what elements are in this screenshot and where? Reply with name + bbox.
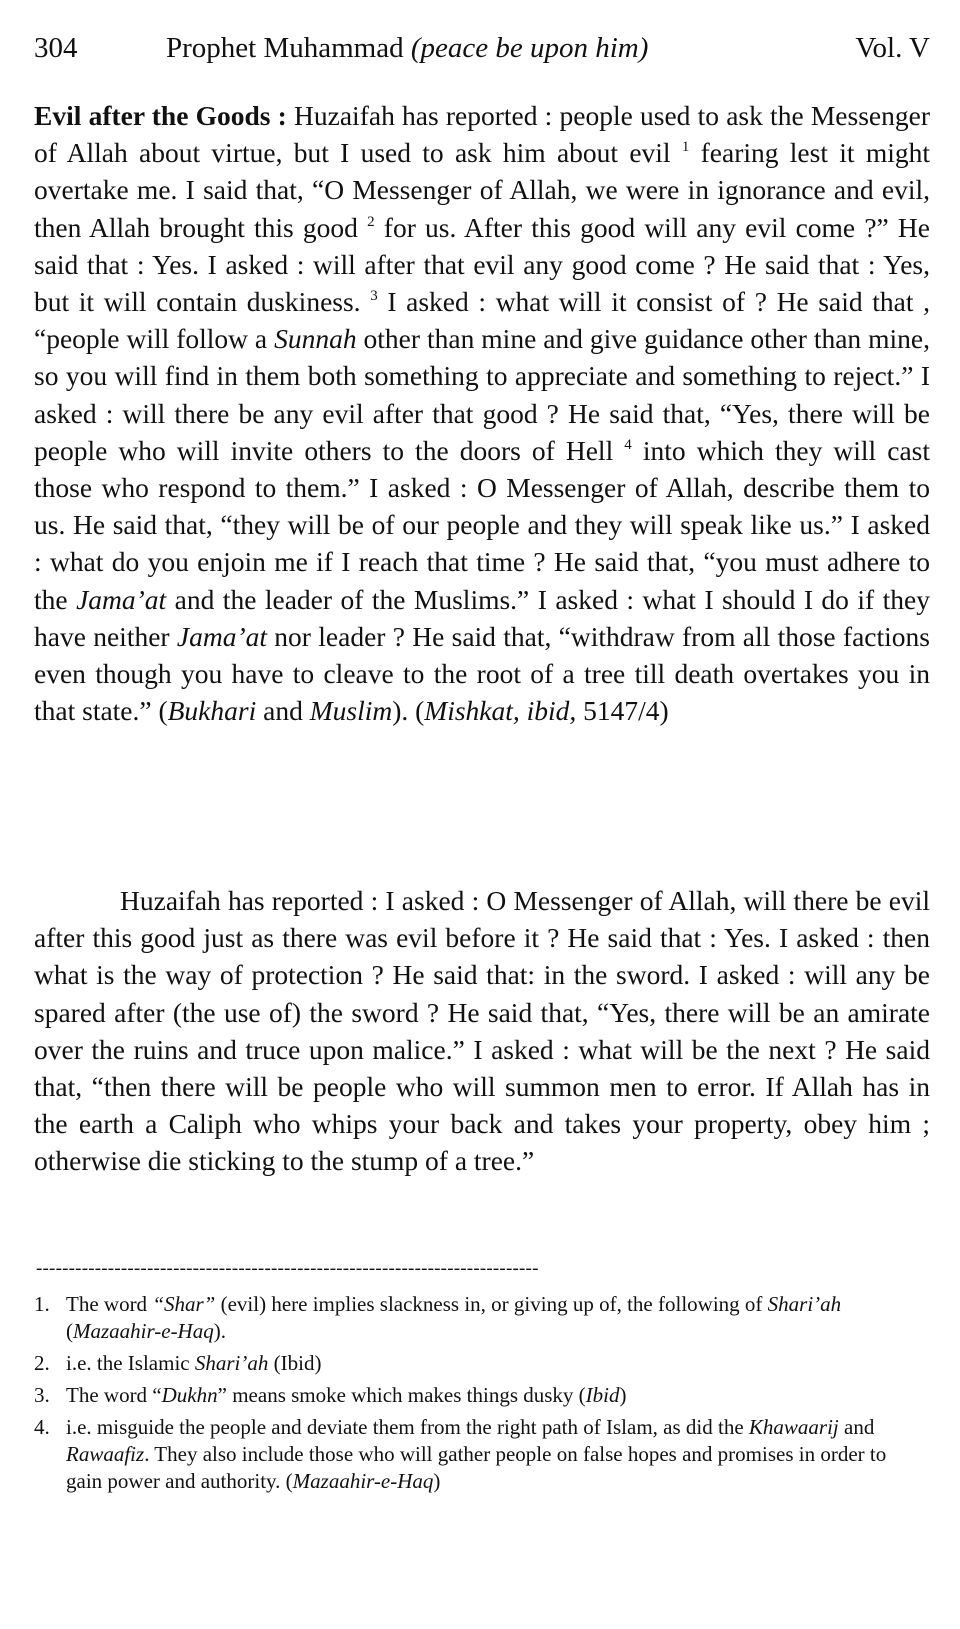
footnote-text: ) (619, 1383, 627, 1407)
footnote-text: ” means smoke which makes things dusky ( (217, 1383, 586, 1407)
footnote-ref-1: 1 (681, 139, 690, 156)
title-honorific: (peace be upon him) (410, 32, 649, 64)
para1-text-8: nor leader ? He said that, “withdraw from all those factions even though you have to cleave to the root of a tree till death overtakes you in that state.” ( (34, 620, 930, 727)
footnote-ref-2: 2 (367, 213, 375, 230)
footnote-2 (34, 1350, 914, 1377)
term-sunnah: Sunnah (274, 323, 357, 355)
footnote-source: Ibid (585, 1383, 620, 1407)
volume-label: Vol. V (855, 32, 930, 64)
para1-text-9: and (256, 695, 310, 727)
footnote-text: i.e. misguide the people and deviate them from the right path of Islam, as did the (66, 1415, 749, 1439)
footnote-source: Mazaahir-e-Haq (73, 1319, 214, 1343)
para1-text-11: 5147/4) (576, 695, 669, 727)
footnote-text: (evil) here implies slackness in, or giving up of, the following of (215, 1292, 768, 1316)
footnote-text: (Ibid) (268, 1351, 322, 1375)
source-bukhari: Bukhari (167, 695, 257, 727)
footnote-3 (34, 1382, 914, 1409)
footnote-separator: ----------------------------------------------------------------------------- (36, 1258, 539, 1279)
footnote-number: 1. (34, 1292, 50, 1316)
footnote-ref-4: 4 (624, 436, 632, 453)
para1-text-1: Huzaifah has reported : people used to ask the Messenger of Allah about virtue, but I used to ask him about evil (34, 100, 930, 169)
para1-text-6: into which they will cast those who respond to them.” I asked : O Messenger of Allah, describe them to us. He said that, “they will be of our people and they will speak like us.” I asked : what do you enjoin me if I reach that time ? He said that, “you must adhere to the (34, 434, 930, 615)
para1-text-7: and the leader of the Muslims.” I asked : what I should I do if they have neither (34, 583, 930, 652)
term-jamaat: Jama’at (176, 620, 267, 652)
para1-text-5: other than mine and give guidance other than mine, so you will find in them both something to appreciate and something to reject.” I asked : will there be any evil after that good ? He said that, “Yes, there will be people who will invite others to the doors of Hell (34, 323, 930, 466)
paragraph-evil-after-goods (34, 97, 930, 729)
source-muslim: Muslim (309, 695, 393, 727)
footnote-term: Shari’ah (194, 1351, 269, 1375)
para1-text-10: ). ( (392, 695, 425, 727)
para1-text-3: for us. After this good will any evil come ?” He said that : Yes. I asked : will after that evil any good come ? He said that : Yes, but it will contain duskiness. (34, 211, 930, 318)
para1-text-4: I asked : what will it consist of ? He said that , “people will follow a (34, 286, 930, 355)
footnote-text: ) (433, 1469, 441, 1493)
footnote-text: The word (66, 1292, 153, 1316)
paragraph-text: Huzaifah has reported : I asked : O Messenger of Allah, will there be evil after this good just as there was evil before it ? He said that : Yes. I asked : then what is the way of protection ? He said that: in the sword. I asked : will any be spared after (the use of) the sword ? He said that, “Yes, there will be an amirate over the ruins and truce upon malice.” I asked : what will be the next ? He said that, “then there will be people who will summon men to error. If Allah has in the earth a Caliph who whips your back and takes your property, obey him ; otherwise die sticking to the stump of a tree.” (34, 885, 930, 1177)
footnote-text: and (838, 1415, 875, 1439)
footnotes-list (34, 1291, 914, 1500)
footnote-ref-3: 3 (370, 288, 378, 305)
footnote-term: “Shar” (152, 1292, 216, 1316)
page-number: 304 (34, 32, 78, 64)
running-header (34, 28, 930, 68)
footnote-term: Dukhn (161, 1383, 218, 1407)
footnote-4 (34, 1414, 914, 1495)
footnote-number: 4. (34, 1415, 50, 1439)
paragraph-huzaifah (34, 882, 930, 1180)
footnote-text: i.e. the Islamic (66, 1351, 195, 1375)
title-main: Prophet Muhammad (166, 32, 411, 64)
source-mishkat: Mishkat, ibid, (424, 695, 577, 727)
footnote-number: 3. (34, 1383, 50, 1407)
footnote-text: The word “ (66, 1383, 162, 1407)
footnote-number: 2. (34, 1351, 50, 1375)
term-jamaat: Jama’at (76, 583, 167, 615)
running-title (166, 28, 648, 68)
para1-text-2: fearing lest it might overtake me. I said that, “O Messenger of Allah, we were in ignorance and evil, then Allah brought this good (34, 137, 930, 243)
footnote-text: . They also include those who will gather people on false hopes and promises in order to gain power and authority. ( (66, 1442, 887, 1493)
footnote-term: Shari’ah (767, 1292, 842, 1316)
footnote-1 (34, 1291, 914, 1345)
footnote-term: Khawaarij (748, 1415, 839, 1439)
footnote-text: ). (213, 1319, 226, 1343)
footnote-source: Mazaahir-e-Haq (292, 1469, 434, 1493)
section-heading: Evil after the Goods : (34, 100, 287, 131)
footnote-term: Rawaafiz (66, 1442, 145, 1466)
footnote-text: ( (66, 1319, 73, 1343)
